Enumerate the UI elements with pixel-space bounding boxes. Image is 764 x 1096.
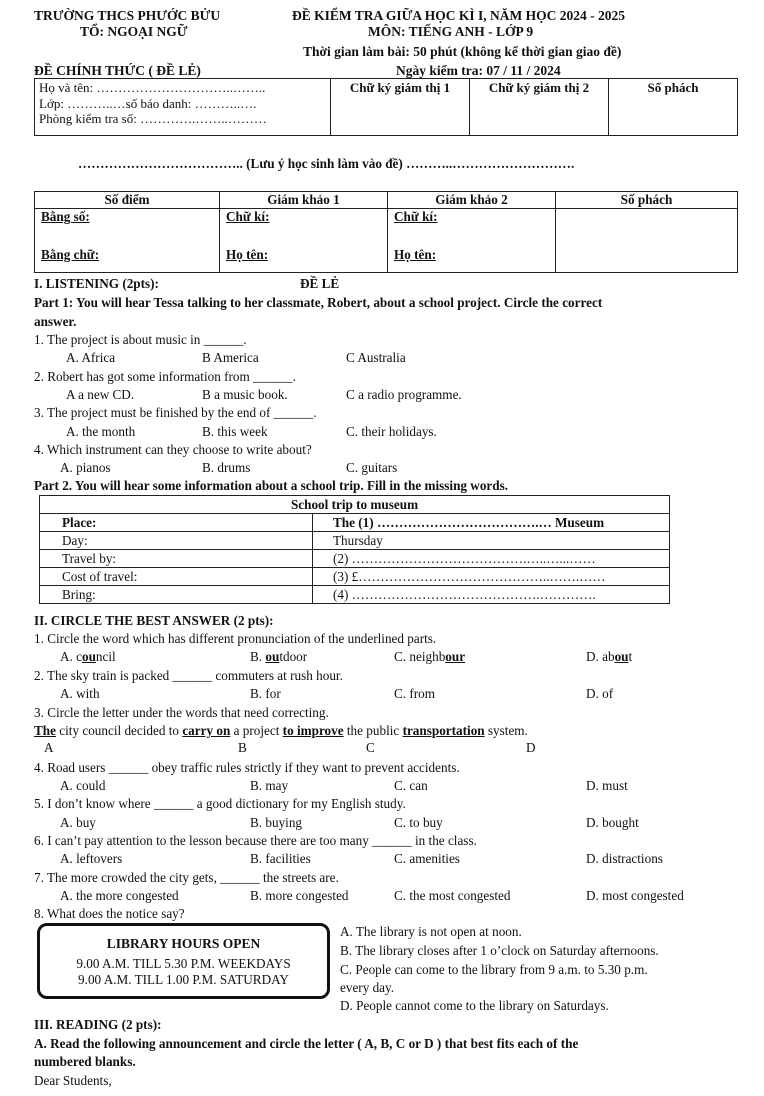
examiner-2-signature[interactable]: Chữ kí: [394, 209, 438, 225]
listening-q4-a[interactable]: A. pianos [60, 460, 111, 475]
s2-q7-b[interactable]: B. more congested [250, 888, 349, 903]
trip-table-title: School trip to museum [40, 496, 670, 514]
s2-q1-a[interactable]: A. council [60, 649, 116, 664]
listening-q4-c[interactable]: C. guitars [346, 460, 398, 475]
class-field[interactable]: Lớp: ………..…số báo danh: ………..…. [39, 95, 257, 111]
code-header: Số phách [556, 192, 738, 209]
score-in-words[interactable]: Bằng chữ: [41, 247, 100, 263]
s2-q7-c[interactable]: C. the most congested [394, 888, 511, 903]
trip-row-label: Travel by: [40, 550, 313, 568]
part1-instruction: Part 1: You will hear Tessa talking to her classmate, Robert, about a school project. Circle the correct [34, 295, 603, 310]
listening-q1-a[interactable]: A. Africa [66, 350, 116, 365]
s2-q3-letter-b[interactable]: B [238, 740, 247, 755]
s2-q6-a[interactable]: A. leftovers [60, 851, 123, 866]
s2-q4-a[interactable]: A. could [60, 778, 106, 793]
code-cell: Số phách [609, 79, 738, 136]
reading-instruction-cont: numbered blanks. [34, 1054, 136, 1069]
listening-q4-b[interactable]: B. drums [202, 460, 251, 475]
trip-row-label: Day: [40, 532, 313, 550]
examiner-1-signature[interactable]: Chữ kí: [226, 209, 270, 225]
s2-q1-b[interactable]: B. outdoor [250, 649, 308, 664]
s2-q8: 8. What does the notice say? [34, 906, 185, 921]
official-label: ĐỀ CHÍNH THỨC ( ĐỀ LẺ) [34, 63, 201, 78]
code-value-cell [556, 209, 738, 273]
s2-q5-d[interactable]: D. bought [586, 815, 639, 830]
score-table [34, 191, 738, 273]
listening-q1-b[interactable]: B America [202, 350, 259, 365]
listening-q2-c[interactable]: C a radio programme. [346, 387, 462, 402]
school-trip-table [39, 495, 670, 604]
s2-q5-b[interactable]: B. buying [250, 815, 303, 830]
s2-q3-letter-d[interactable]: D [526, 740, 536, 755]
listening-q3-a[interactable]: A. the month [66, 424, 136, 439]
candidate-info-table [34, 78, 738, 136]
s2-q6-b[interactable]: B. facilities [250, 851, 311, 866]
exam-title: ĐỀ KIỂM TRA GIỮA HỌC KÌ I, NĂM HỌC 2024 - 2025 [292, 8, 626, 23]
s2-q3: 3. Circle the letter under the words that need correcting. [34, 705, 329, 720]
trip-blank-1[interactable]: The (1) ……………………………….… Museum [313, 514, 670, 532]
s2-q6-c[interactable]: C. amenities [394, 851, 460, 866]
score-header: Số điểm [35, 192, 220, 209]
notice-saturday: 9.00 A.M. TILL 1.00 P.M. SATURDAY [78, 972, 289, 988]
s2-q2-d[interactable]: D. of [586, 686, 614, 701]
s2-q2-b[interactable]: B. for [250, 686, 281, 701]
library-notice [37, 923, 330, 999]
part2-instruction: Part 2. You will hear some information about a school trip. Fill in the missing words. [34, 478, 509, 493]
s2-q3-letter-a[interactable]: A [44, 740, 54, 755]
s2-q1: 1. Circle the word which has different pronunciation of the underlined parts. [34, 631, 437, 646]
trip-row-label: Cost of travel: [40, 568, 313, 586]
reading-instruction: A. Read the following announcement and circle the letter ( A, B, C or D ) that best fits each of the [34, 1036, 579, 1051]
s2-q7-d[interactable]: D. most congested [586, 888, 684, 903]
s2-q4-c[interactable]: C. can [394, 778, 428, 793]
s2-q5-a[interactable]: A. buy [60, 815, 96, 830]
s2-q4: 4. Road users ______ obey traffic rules strictly if they want to prevent accidents. [34, 760, 460, 775]
listening-q2: 2. Robert has got some information from ______. [34, 369, 296, 384]
trip-blank-2[interactable]: (2) ………………………………….…..…...…… [313, 550, 670, 568]
notice-title: LIBRARY HOURS OPEN [106, 936, 261, 951]
reading-title: III. READING (2 pts): [34, 1017, 162, 1032]
s2-q2-a[interactable]: A. with [60, 686, 100, 701]
s2-q5: 5. I don’t know where ______ a good dictionary for my English study. [34, 796, 406, 811]
s2-q1-d[interactable]: D. about [586, 649, 633, 664]
s2-q6: 6. I can’t pay attention to the lesson because there are too many ______ in the class. [34, 833, 477, 848]
s2-q4-d[interactable]: D. must [586, 778, 628, 793]
school-name: TRƯỜNG THCS PHƯỚC BỬU [34, 8, 221, 23]
notice-weekdays: 9.00 A.M. TILL 5.30 P.M. WEEKDAYS [76, 956, 291, 972]
s2-q8-c[interactable]: C. People can come to the library from 9 a.m. to 5.30 p.m. [340, 962, 648, 977]
listening-q3: 3. The project must be finished by the end of ______. [34, 405, 317, 420]
trip-row-value: Thursday [313, 532, 670, 550]
s2-q2-c[interactable]: C. from [394, 686, 436, 701]
time-line: Thời gian làm bài: 50 phút (không kể thời gian giao đề) [303, 44, 622, 59]
score-in-numbers[interactable]: Bằng số: [41, 209, 90, 225]
s2-q1-c[interactable]: C. neighbour [394, 649, 466, 664]
s2-q8-a[interactable]: A. The library is not open at noon. [340, 924, 522, 939]
examiner-2-name[interactable]: Họ tên: [394, 247, 437, 263]
trip-blank-4[interactable]: (4) …………………………………….…………. [313, 586, 670, 604]
listening-q1: 1. The project is about music in ______. [34, 332, 247, 347]
examiner-2-header: Giám khảo 2 [388, 192, 556, 209]
s2-q7-a[interactable]: A. the more congested [60, 888, 179, 903]
listening-q4: 4. Which instrument can they choose to write about? [34, 442, 312, 457]
listening-q2-b[interactable]: B a music book. [202, 387, 288, 402]
de-le-label: ĐỀ LẺ [300, 276, 340, 291]
s2-q8-c-cont: every day. [340, 980, 395, 995]
trip-row-label: Place: [40, 514, 313, 532]
s2-q3-letter-c[interactable]: C [366, 740, 375, 755]
student-note: ……………………………….. (Lưu ý học sinh làm vào đề) ………..………………………. [78, 156, 575, 171]
listening-title: I. LISTENING (2pts): [34, 276, 159, 291]
s2-q8-d[interactable]: D. People cannot come to the library on Saturdays. [340, 998, 609, 1013]
part1-instruction-cont: answer. [34, 314, 77, 329]
reading-greeting: Dear Students, [34, 1073, 112, 1088]
supervisor-1-signature[interactable]: Chữ ký giám thị 1 [331, 79, 470, 136]
supervisor-2-signature[interactable]: Chữ ký giám thị 2 [470, 79, 609, 136]
trip-blank-3[interactable]: (3) £……………………………………..…….…… [313, 568, 670, 586]
s2-q7: 7. The more crowded the city gets, ______ the streets are. [34, 870, 339, 885]
subject-line: MÔN: TIẾNG ANH - LỚP 9 [368, 24, 534, 39]
listening-q3-c[interactable]: C. their holidays. [346, 424, 437, 439]
examiner-1-header: Giám khảo 1 [220, 192, 388, 209]
department: TỔ: NGOẠI NGỮ [80, 24, 188, 39]
exam-date: Ngày kiểm tra: 07 / 11 / 2024 [396, 63, 561, 78]
s2-q3-sentence: The city council decided to carry on a project to improve the public transportation system. [34, 723, 528, 738]
name-field[interactable]: Họ và tên: …………………………..…….. [39, 80, 266, 95]
s2-q5-c[interactable]: C. to buy [394, 815, 443, 830]
s2-q2: 2. The sky train is packed ______ commuters at rush hour. [34, 668, 343, 683]
examiner-1-name[interactable]: Họ tên: [226, 247, 269, 263]
s2-q4-b[interactable]: B. may [250, 778, 289, 793]
listening-q3-b[interactable]: B. this week [202, 424, 268, 439]
trip-row-label: Bring: [40, 586, 313, 604]
s2-q8-b[interactable]: B. The library closes after 1 o’clock on Saturday afternoons. [340, 943, 659, 958]
room-field[interactable]: Phòng kiểm tra số: ………….……..……… [39, 111, 267, 127]
listening-q1-c[interactable]: C Australia [346, 350, 406, 365]
listening-q2-a[interactable]: A a new CD. [66, 387, 135, 402]
section2-title: II. CIRCLE THE BEST ANSWER (2 pts): [34, 613, 274, 628]
s2-q6-d[interactable]: D. distractions [586, 851, 663, 866]
